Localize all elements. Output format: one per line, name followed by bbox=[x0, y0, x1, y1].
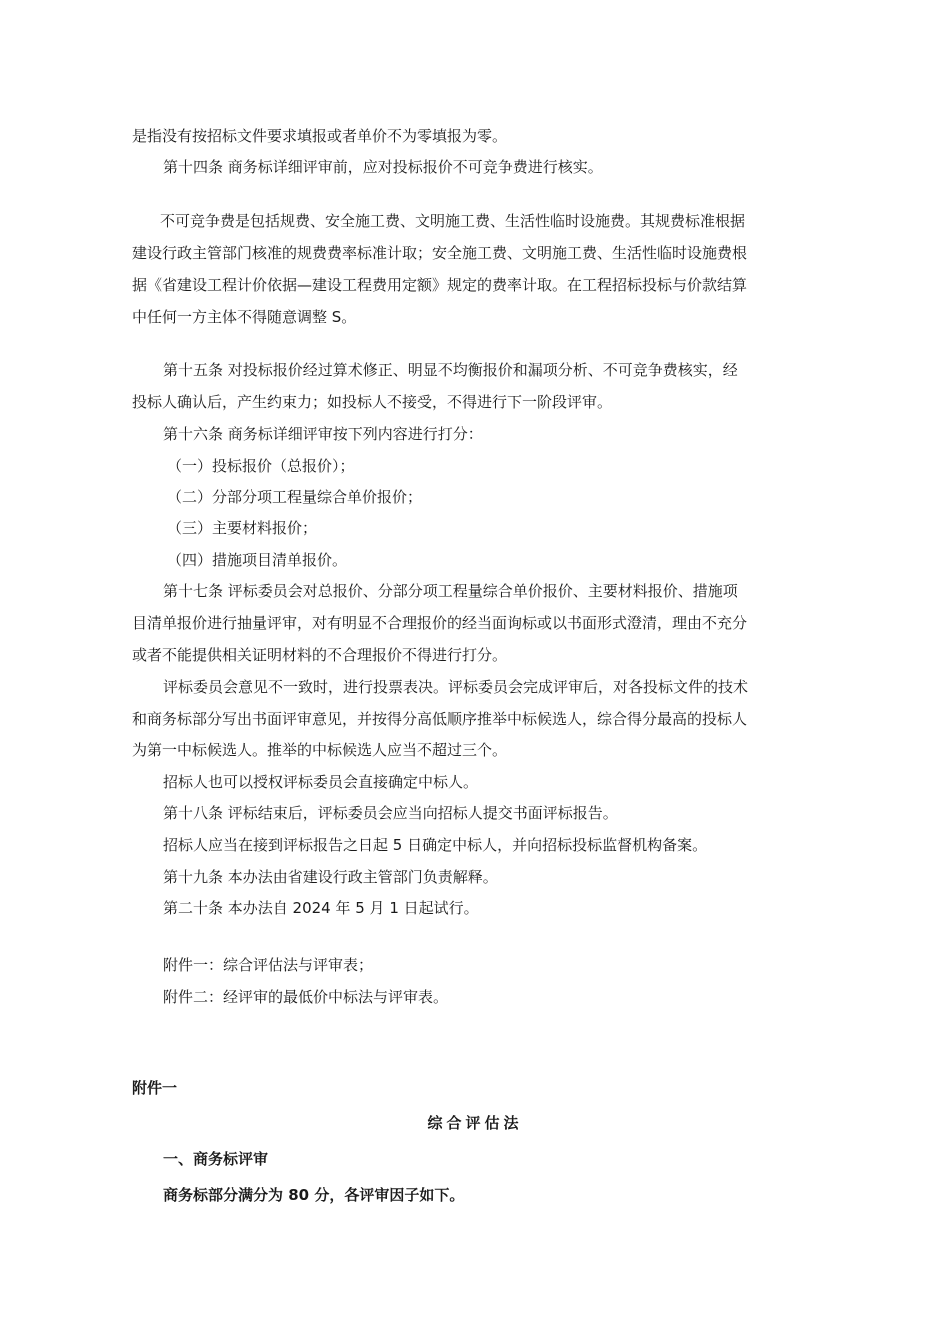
article-14: 第十四条 商务标详细评审前，应对投标报价不可竞争费进行核实。 bbox=[163, 158, 603, 176]
body-line: 招标人也可以授权评标委员会直接确定中标人。 bbox=[163, 773, 479, 791]
attachment-item: 附件二：经评审的最低价中标法与评审表。 bbox=[163, 988, 449, 1006]
body-line: 不可竞争费是包括规费、安全施工费、文明施工费、生活性临时设施费。其规费标准根据 bbox=[160, 212, 746, 230]
body-line: 招标人应当在接到评标报告之日起 5 日确定中标人，并向招标投标监督机构备案。 bbox=[163, 836, 708, 854]
section-intro: 商务标部分满分为 80 分，各评审因子如下。 bbox=[163, 1186, 465, 1204]
list-item: （二）分部分项工程量综合单价报价； bbox=[167, 488, 423, 506]
list-item: （三）主要材料报价； bbox=[167, 519, 318, 537]
article-16: 第十六条 商务标详细评审按下列内容进行打分： bbox=[163, 425, 483, 443]
body-line: 目清单报价进行抽量评审，对有明显不合理报价的经当面询标或以书面形式澄清，理由不充分 bbox=[132, 614, 748, 632]
article-18: 第十八条 评标结束后，评标委员会应当向招标人提交书面评标报告。 bbox=[163, 804, 618, 822]
body-line: 投标人确认后，产生约束力；如投标人不接受，不得进行下一阶段评审。 bbox=[132, 393, 613, 411]
body-line: 和商务标部分写出书面评审意见，并按得分高低顺序推举中标候选人，综合得分最高的投标人 bbox=[132, 710, 748, 728]
article-17: 第十七条 评标委员会对总报价、分部分项工程量综合单价报价、主要材料报价、措施项 bbox=[163, 582, 738, 600]
attachment-item: 附件一：综合评估法与评审表； bbox=[163, 956, 374, 974]
section-heading: 一、商务标评审 bbox=[163, 1150, 269, 1168]
body-line: 评标委员会意见不一致时，进行投票表决。评标委员会完成评审后，对各投标文件的技术 bbox=[163, 678, 749, 696]
body-line: 或者不能提供相关证明材料的不合理报价不得进行打分。 bbox=[132, 646, 508, 664]
article-19: 第十九条 本办法由省建设行政主管部门负责解释。 bbox=[163, 868, 498, 886]
appendix-label: 附件一 bbox=[132, 1079, 178, 1097]
body-line: 是指没有按招标文件要求填报或者单价不为零填报为零。 bbox=[132, 127, 508, 145]
body-line: 为第一中标候选人。推举的中标候选人应当不超过三个。 bbox=[132, 741, 508, 759]
list-item: （四）措施项目清单报价。 bbox=[167, 551, 348, 569]
body-line: 据《省建设工程计价依据—建设工程费用定额》规定的费率计取。在工程招标投标与价款结算 bbox=[132, 276, 748, 294]
body-line: 建设行政主管部门核准的规费费率标准计取；安全施工费、文明施工费、生活性临时设施费根 bbox=[132, 244, 748, 262]
article-20: 第二十条 本办法自 2024 年 5 月 1 日起试行。 bbox=[163, 899, 479, 917]
body-line: 中任何一方主体不得随意调整 S。 bbox=[132, 308, 357, 326]
article-15: 第十五条 对投标报价经过算术修正、明显不均衡报价和漏项分析、不可竞争费核实，经 bbox=[163, 361, 738, 379]
appendix-title: 综合评估法 bbox=[427, 1114, 523, 1132]
list-item: （一）投标报价（总报价）； bbox=[167, 457, 355, 475]
